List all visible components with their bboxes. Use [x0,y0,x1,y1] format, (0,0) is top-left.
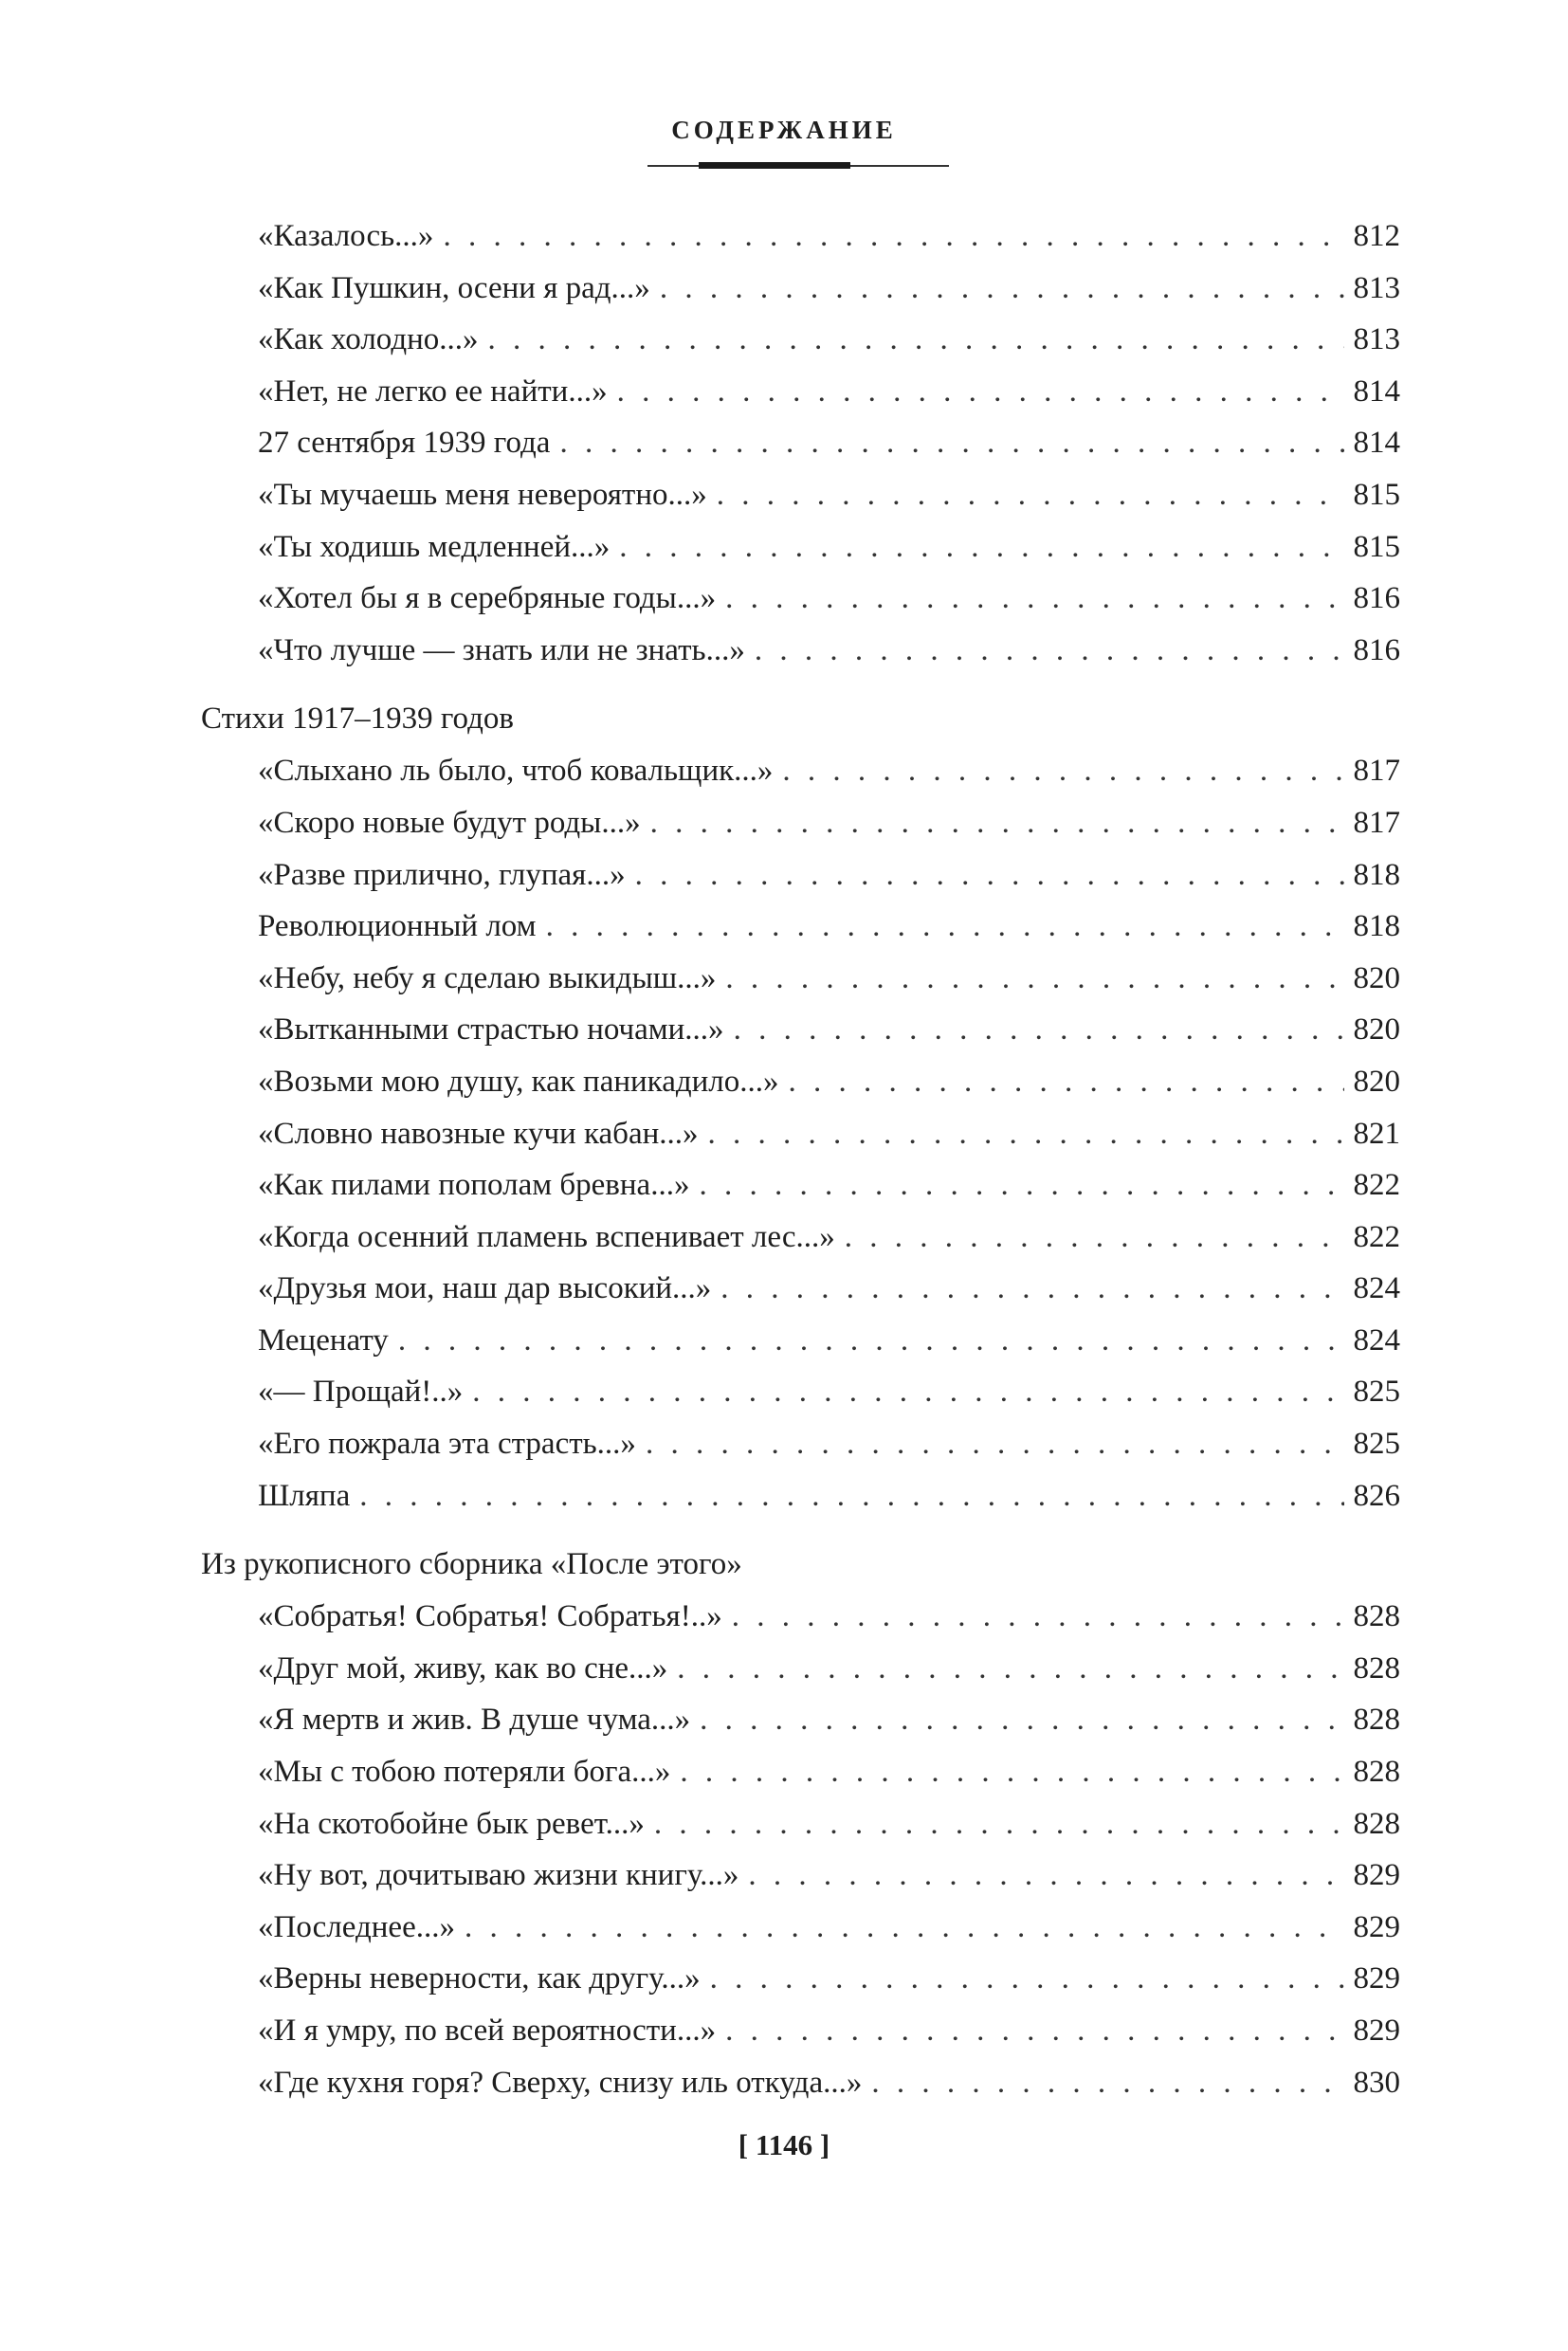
toc-entry-title: «Нет, не легко ее найти...» [258,374,608,409]
dot-leader [654,1798,1344,1850]
dot-leader [725,573,1343,625]
toc-entry[interactable] [201,1953,1400,2005]
toc-entry[interactable] [201,1902,1400,1954]
toc-entry[interactable] [201,1470,1400,1522]
toc-entry-page: 828 [1353,1755,1400,1790]
toc-entry-title: «Последнее...» [258,1909,455,1944]
dot-leader [617,366,1344,418]
section-heading: Стихи 1917–1939 годов [201,702,514,737]
toc-entry-title: «Разве прилично, глупая...» [258,857,626,892]
dot-leader [359,1470,1343,1522]
toc-entry[interactable] [201,1056,1400,1108]
running-head-title: СОДЕРЖАНИЕ [671,116,897,144]
dot-leader [720,1263,1343,1315]
toc-entry-page: 813 [1353,270,1400,305]
toc-entry[interactable] [201,1694,1400,1746]
dot-leader [755,625,1344,677]
toc-entry-page: 814 [1353,374,1400,409]
toc-entry-title: «Ты ходишь медленней...» [258,529,611,564]
toc-entry-page: 822 [1353,1219,1400,1254]
toc-entry-title: 27 сентября 1939 года [258,426,551,461]
toc-entry[interactable] [201,901,1400,953]
toc-entry-title: «Небу, небу я сделаю выкидыш...» [258,960,717,995]
toc-entry-page: 825 [1353,1427,1400,1462]
dot-leader [646,1418,1344,1470]
toc-entry-title: Меценату [258,1322,389,1358]
toc-entry-title: «Словно навозные кучи кабан...» [258,1116,699,1151]
toc-entry-title: «Казалось...» [258,219,434,253]
toc-entry-page: 814 [1353,426,1400,461]
dot-leader [472,1366,1343,1418]
toc-entry-title: Революционный лом [258,909,537,944]
dot-leader [635,849,1344,902]
toc-entry-title: «Ты мучаешь меня невероятно...» [258,477,707,512]
toc-entry[interactable] [201,1591,1400,1643]
toc-entry[interactable] [201,1004,1400,1056]
toc-entry-page: 815 [1353,477,1400,512]
toc-entry[interactable] [201,417,1400,469]
toc-entry[interactable] [201,2005,1400,2057]
toc-entry[interactable] [201,1798,1400,1850]
toc-entry[interactable] [201,366,1400,418]
toc-entry-title: «И я умру, по всей вероятности...» [258,2014,717,2048]
header-rule-accent [699,162,850,169]
toc-entry-page: 820 [1353,1012,1400,1048]
toc-entry[interactable] [201,849,1400,902]
page-number: [ 1146 ] [738,2128,830,2161]
section-heading: Из рукописного сборника «После этого» [201,1547,742,1582]
toc-entry-title: «Как Пушкин, осени я рад...» [258,270,650,305]
toc-entry-page: 821 [1353,1116,1400,1151]
toc-entry-page: 826 [1353,1478,1400,1513]
toc-entry-page: 822 [1353,1168,1400,1203]
toc-entry-page: 820 [1353,960,1400,995]
toc-entry[interactable] [201,1212,1400,1264]
toc-entry-title: «Собратья! Собратья! Собратья!..» [258,1599,722,1634]
table-of-contents [201,210,1400,2125]
toc-entry[interactable] [201,469,1400,521]
toc-entry-title: «Как холодно...» [258,322,479,357]
toc-entry[interactable] [201,953,1400,1005]
toc-entry[interactable] [201,573,1400,625]
dot-leader [677,1643,1343,1695]
toc-entry[interactable] [201,263,1400,315]
toc-entry-title: Шляпа [258,1478,351,1513]
dot-leader [488,314,1344,366]
dot-leader [559,417,1343,469]
toc-entry-page: 813 [1353,322,1400,357]
toc-entry[interactable] [201,1746,1400,1798]
toc-entry-page: 824 [1353,1322,1400,1358]
toc-entry-page: 829 [1353,1858,1400,1893]
toc-entry-title: «Друг мой, живу, как во сне...» [258,1650,668,1686]
toc-entry-title: «— Прощай!..» [258,1375,464,1410]
dot-leader [660,263,1344,315]
toc-entry-page: 830 [1353,2065,1400,2100]
dot-leader [443,210,1343,263]
dot-leader [782,745,1343,797]
toc-section [201,210,1400,676]
dot-leader [734,1004,1344,1056]
toc-entry-page: 828 [1353,1599,1400,1634]
dot-leader [725,953,1343,1005]
toc-entry-page: 816 [1353,632,1400,667]
toc-entry-title: «Что лучше — знать или не знать...» [258,632,745,667]
dot-leader [717,469,1344,521]
toc-entry[interactable] [201,1315,1400,1367]
toc-entry[interactable] [201,1418,1400,1470]
toc-entry-title: «Друзья мои, наш дар высокий...» [258,1271,712,1306]
toc-entry[interactable] [201,210,1400,263]
dot-leader [700,1694,1343,1746]
dot-leader [546,901,1344,953]
toc-entry-page: 828 [1353,1703,1400,1738]
dot-leader [708,1108,1344,1160]
toc-section [201,1539,1400,2108]
toc-entry-page: 817 [1353,805,1400,840]
toc-entry-title: «Слыхано ль было, чтоб ковальщик...» [258,754,774,789]
toc-entry-page: 825 [1353,1375,1400,1410]
toc-entry[interactable] [201,2057,1400,2109]
toc-entry-page: 816 [1353,581,1400,616]
toc-section [201,693,1400,1522]
dot-leader [680,1746,1343,1798]
toc-entry[interactable] [201,1263,1400,1315]
toc-entry-title: «На скотобойне бык ревет...» [258,1806,645,1841]
toc-entry-title: «Мы с тобою потеряли бога...» [258,1755,671,1790]
toc-entry-title: «Хотел бы я в серебряные годы...» [258,581,717,616]
toc-entry-page: 812 [1353,219,1400,253]
dot-leader [732,1591,1344,1643]
dot-leader [789,1056,1344,1108]
toc-entry[interactable] [201,797,1400,849]
toc-entry-page: 829 [1353,2014,1400,2048]
toc-entry[interactable] [201,1366,1400,1418]
toc-entry[interactable] [201,1108,1400,1160]
toc-entry-page: 829 [1353,1961,1400,1996]
toc-entry-page: 824 [1353,1271,1400,1306]
dot-leader [650,797,1344,849]
toc-entry-page: 815 [1353,529,1400,564]
dot-leader [699,1159,1343,1212]
toc-entry-title: «Как пилами пополам бревна...» [258,1168,690,1203]
toc-entry[interactable] [201,521,1400,574]
toc-entry-title: «Возьми мою душу, как паникадило...» [258,1064,779,1099]
dot-leader [465,1902,1344,1954]
toc-entry[interactable] [201,1643,1400,1695]
toc-entry-page: 828 [1353,1650,1400,1686]
toc-entry-title: «Ну вот, дочитываю жизни книгу...» [258,1858,739,1893]
dot-leader [725,2005,1343,2057]
toc-entry[interactable] [201,314,1400,366]
toc-entry-title: «Его пожрала эта страсть...» [258,1427,636,1462]
dot-leader [871,2057,1343,2109]
toc-entry-title: «Где кухня горя? Сверху, снизу иль откуда...» [258,2065,863,2100]
dot-leader [748,1850,1343,1902]
toc-entry[interactable] [201,745,1400,797]
toc-entry-page: 818 [1353,909,1400,944]
dot-leader [710,1953,1344,2005]
toc-entry-title: «Вытканными страстью ночами...» [258,1012,724,1048]
toc-entry-title: «Верны неверности, как другу...» [258,1961,701,1996]
toc-entry[interactable] [201,625,1400,677]
toc-entry[interactable] [201,1159,1400,1212]
toc-entry-title: «Я мертв и жив. В душе чума...» [258,1703,691,1738]
toc-entry-page: 817 [1353,754,1400,789]
toc-entry-page: 818 [1353,857,1400,892]
toc-entry[interactable] [201,1850,1400,1902]
dot-leader [845,1212,1344,1264]
dot-leader [398,1315,1344,1367]
toc-entry-title: «Скоро новые будут роды...» [258,805,641,840]
dot-leader [619,521,1343,574]
toc-entry-page: 828 [1353,1806,1400,1841]
toc-entry-title: «Когда осенний пламень вспенивает лес...» [258,1219,835,1254]
toc-entry-page: 820 [1353,1064,1400,1099]
toc-entry-page: 829 [1353,1909,1400,1944]
